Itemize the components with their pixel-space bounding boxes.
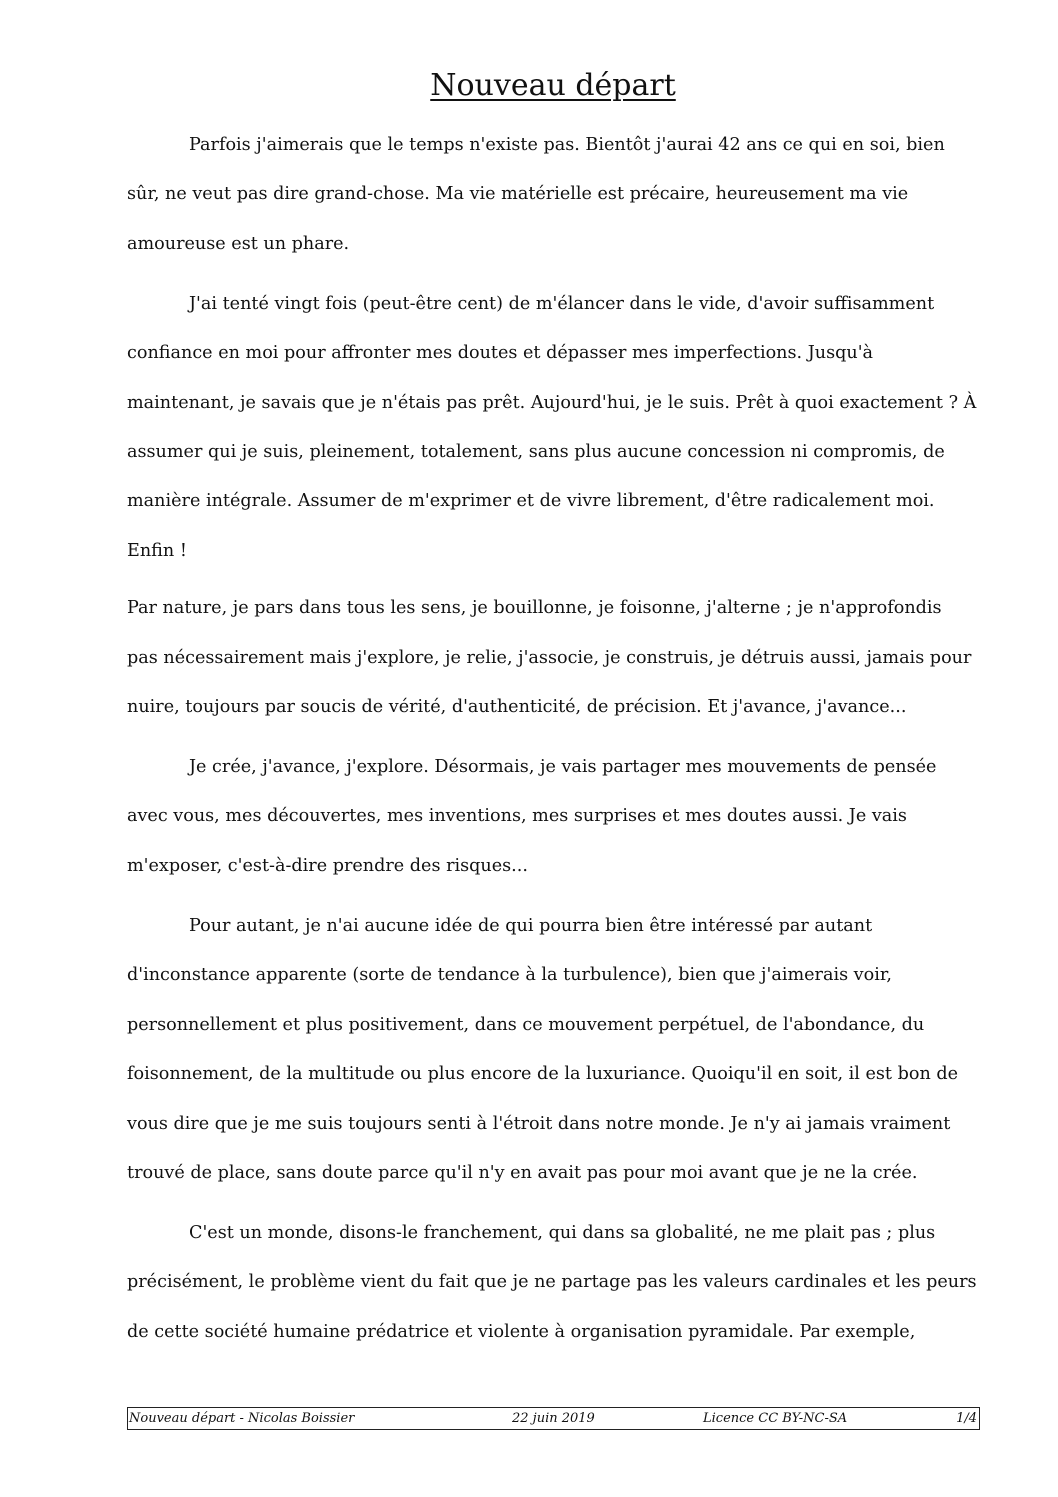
paragraph-2: J'ai tenté vingt fois (peut-être cent) de m'élancer dans le vide, d'avoir suffisamment confiance en moi pour affronter mes doutes et dépasser mes imperfections. Jusqu'à maintenant, je savais que je n'étais pas prêt. Aujourd'hui, je le suis. Prêt à quoi exactement ? À assumer qui je suis, pleinement, totalement, sans plus aucune concession ni compromis, de manière intégrale. Assumer de m'exprimer et de vivre librement, d'être radicalement moi. Enfin ! bbox=[127, 293, 977, 561]
paragraph-1: Parfois j'aimerais que le temps n'existe pas. Bientôt j'aurai 42 ans ce qui en soi, bien sûr, ne veut pas dire grand-chose. Ma vie matérielle est précaire, heureusement ma vie amoureuse est un phare. bbox=[127, 135, 945, 254]
paragraph-6: C'est un monde, disons-le franchement, qui dans sa globalité, ne me plait pas ; plus précisément, le problème vient du fait que je ne partage pas les valeurs cardinales et les peurs de cette société humaine prédatrice et violente à organisation pyramidale. Par exemple, bbox=[127, 1222, 977, 1342]
document-body bbox=[127, 121, 977, 1357]
paragraph-5: Pour autant, je n'ai aucune idée de qui pourra bien être intéressé par autant d'inconstance apparente (sorte de tendance à la turbulence), bien que j'aimerais voir, personnellement et plus positivement, dans ce mouvement perpétuel, de l'abondance, du foisonnement, de la multitude ou plus encore de la luxuriance. Quoiqu'il en soit, il est bon de vous dire que je me suis toujours senti à l'étroit dans notre monde. Je n'y ai jamais vraiment trouvé de place, sans doute parce qu'il n'y en avait pas pour moi avant que je ne la crée. bbox=[127, 915, 959, 1183]
paragraph-4: Je crée, j'avance, j'explore. Désormais, je vais partager mes mouvements de pensée avec vous, mes découvertes, mes inventions, mes surprises et mes doutes aussi. Je vais m'exposer, c'est-à-dire prendre des risques... bbox=[127, 757, 937, 876]
document-title: Nouveau départ bbox=[430, 68, 676, 103]
page-footer bbox=[127, 1407, 980, 1430]
paragraph-3: Par nature, je pars dans tous les sens, je bouillonne, je foisonne, j'alterne ; je n'approfondis pas nécessairement mais j'explore, je relie, j'associe, je construis, je détruis aussi, jamais pour nuire, toujours par soucis de vérité, d'authenticité, de précision. Et j'avance, j'avance... bbox=[127, 598, 972, 718]
footer-page-number: 1/4 bbox=[956, 1411, 977, 1426]
footer-date: 22 juin 2019 bbox=[512, 1411, 595, 1426]
footer-title-author: Nouveau départ - Nicolas Boissier bbox=[129, 1411, 355, 1426]
footer-licence: Licence CC BY-NC-SA bbox=[703, 1411, 848, 1426]
